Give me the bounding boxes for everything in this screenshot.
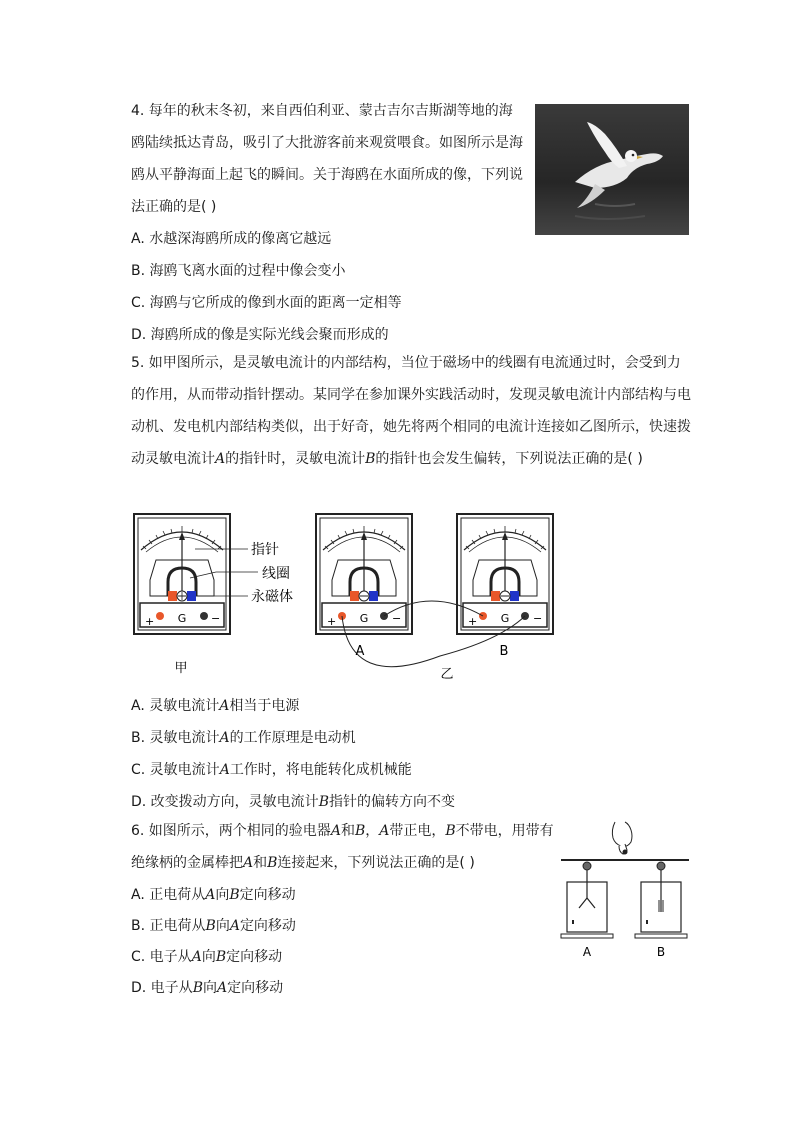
- q5-option-c[interactable]: C. 灵敏电流计A工作时，将电能转化成机械能: [131, 762, 412, 778]
- meter-symbol: G: [177, 612, 187, 625]
- electroscope-figure: [555, 820, 695, 965]
- q5-option-d[interactable]: D. 改变拨动方向，灵敏电流计B指针的偏转方向不变: [131, 794, 455, 810]
- q6-line-1: 6. 如图所示，两个相同的验电器A和B，A带正电，B不带电，用带有: [131, 823, 554, 839]
- q5-option-b[interactable]: B. 灵敏电流计A的工作原理是电动机: [131, 730, 356, 746]
- q4-line-2: 鸥陆续抵达青岛，吸引了大批游客前来观赏喂食。如图所示是海: [131, 135, 523, 151]
- q6-option-b[interactable]: B. 正电荷从B向A定向移动: [131, 918, 296, 934]
- terminal-minus: [200, 612, 208, 620]
- label-meter-b: B: [499, 644, 509, 659]
- svg-text:−: −: [533, 612, 543, 625]
- q6-option-a[interactable]: A. 正电荷从A向B定向移动: [131, 887, 296, 903]
- q4-line-4: 法正确的是( ): [131, 199, 217, 215]
- q4-option-c[interactable]: C. 海鸥与它所成的像到水面的距离一定相等: [131, 295, 402, 311]
- plus-sign: +: [145, 615, 155, 628]
- magnet-north: [168, 591, 177, 601]
- q5-line-4: 动灵敏电流计A的指针时，灵敏电流计B的指针也会发生偏转，下列说法正确的是( ): [131, 451, 643, 467]
- terminal-plus: [156, 612, 164, 620]
- svg-text:−: −: [392, 612, 402, 625]
- q5-option-a[interactable]: A. 灵敏电流计A相当于电源: [131, 698, 300, 714]
- label-electroscope-a: A: [582, 945, 592, 959]
- meter-a: [316, 514, 412, 634]
- q4-line-3: 鸥从平静海面上起飞的瞬间。关于海鸥在水面所成的像，下列说: [131, 167, 523, 183]
- q6-line-2: 绝缘柄的金属棒把A和B连接起来，下列说法正确的是( ): [131, 855, 475, 871]
- q5-line-3: 动机、发电机内部结构类似，出于好奇，她先将两个相同的电流计连接如乙图所示，快速拨: [131, 419, 691, 435]
- label-pointer: 指针: [251, 542, 279, 558]
- q5-line-1: 5. 如甲图所示，是灵敏电流计的内部结构，当位于磁场中的线圈有电流通过时，会受到力: [131, 355, 681, 371]
- svg-text:G: G: [359, 612, 369, 625]
- electroscope-b: [635, 862, 687, 938]
- q4-option-b[interactable]: B. 海鸥飞离水面的过程中像会变小: [131, 263, 346, 279]
- label-coil: 线圈: [262, 566, 290, 582]
- electroscope-a: [561, 862, 613, 938]
- caption-yi: 乙: [440, 667, 454, 682]
- label-magnet: 永磁体: [251, 589, 293, 605]
- q6-option-c[interactable]: C. 电子从A向B定向移动: [131, 949, 283, 965]
- q4-option-d[interactable]: D. 海鸥所成的像是实际光线会聚而形成的: [131, 327, 389, 343]
- label-meter-a: A: [355, 644, 365, 659]
- q5-line-2: 的作用，从而带动指针摆动。某同学在参加课外实践活动时，发现灵敏电流计内部结构与电: [131, 387, 691, 403]
- hand-icon: [612, 822, 632, 854]
- minus-sign: −: [211, 612, 221, 625]
- label-electroscope-b: B: [656, 945, 666, 959]
- meter-b: [457, 514, 553, 634]
- q6-option-d[interactable]: D. 电子从B向A定向移动: [131, 980, 284, 996]
- q4-option-a[interactable]: A. 水越深海鸥所成的像离它越远: [131, 231, 332, 247]
- meter-jia: [134, 514, 293, 634]
- caption-jia: 甲: [174, 661, 188, 676]
- svg-text:+: +: [468, 615, 478, 628]
- magnet-south: [187, 591, 196, 601]
- q4-line-1: 4. 每年的秋末冬初，来自西伯利亚、蒙古吉尔吉斯湖等地的海: [131, 103, 513, 119]
- svg-text:+: +: [327, 615, 337, 628]
- svg-text:G: G: [500, 612, 510, 625]
